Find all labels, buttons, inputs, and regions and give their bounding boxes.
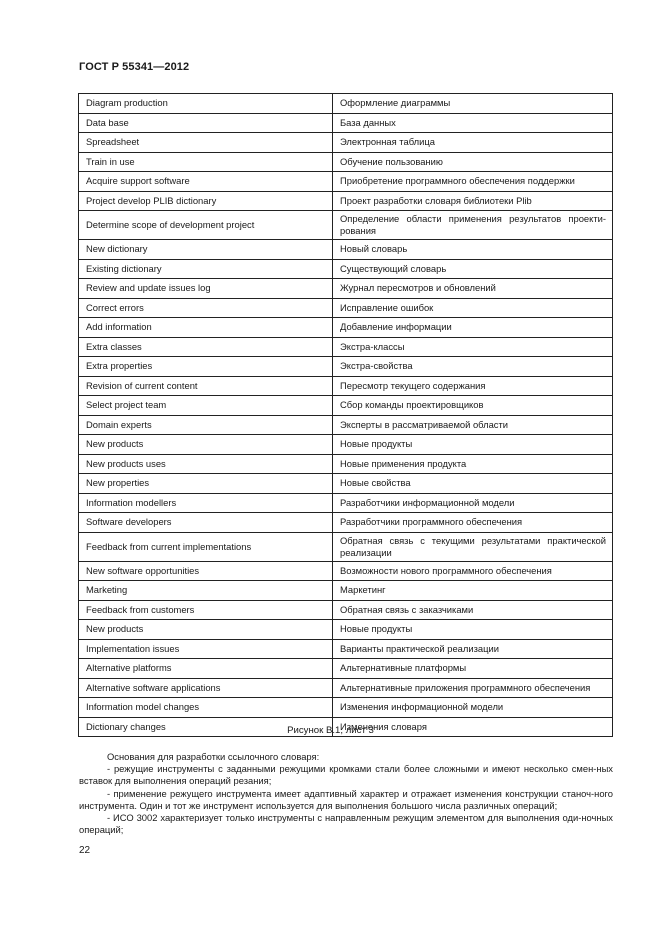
term-english: New properties	[79, 474, 333, 494]
table-row	[79, 279, 613, 299]
term-english: Implementation issues	[79, 639, 333, 659]
body-text	[79, 751, 613, 836]
table-row	[79, 561, 613, 581]
term-russian: Проект разработки словаря библиотеки Plib	[333, 191, 613, 211]
term-russian: Варианты практической реализации	[333, 639, 613, 659]
term-russian: Обратная связь с заказчиками	[333, 600, 613, 620]
term-english: Domain experts	[79, 415, 333, 435]
term-russian: Альтернативные платформы	[333, 659, 613, 679]
table-row	[79, 337, 613, 357]
term-english: New dictionary	[79, 240, 333, 260]
figure-caption: Рисунок В.1, лист 3	[287, 725, 374, 736]
term-russian: Новые применения продукта	[333, 454, 613, 474]
term-russian: Альтернативные приложения программного обеспечения	[333, 678, 613, 698]
term-russian: Существующий словарь	[333, 259, 613, 279]
term-russian: Оформление диаграммы	[333, 94, 613, 114]
term-russian: База данных	[333, 113, 613, 133]
term-english: Spreadsheet	[79, 133, 333, 153]
table-row	[79, 172, 613, 192]
term-russian: Маркетинг	[333, 581, 613, 601]
term-russian: Экстра-свойства	[333, 357, 613, 377]
paragraph: - ИСО 3002 характеризует только инструменты с направленным режущим элементом для выполнения оди-ночных операций;	[79, 812, 613, 836]
document-header: ГОСТ Р 55341—2012	[79, 61, 190, 73]
term-english: Train in use	[79, 152, 333, 172]
term-english: Project develop PLIB dictionary	[79, 191, 333, 211]
table-row	[79, 698, 613, 718]
terms-table-body	[79, 94, 613, 737]
term-english: New products	[79, 435, 333, 455]
term-russian: Исправление ошибок	[333, 298, 613, 318]
table-row	[79, 318, 613, 338]
term-russian: Разработчики информационной модели	[333, 493, 613, 513]
terms-table	[78, 93, 613, 737]
term-english: Review and update issues log	[79, 279, 333, 299]
table-row	[79, 376, 613, 396]
table-row	[79, 620, 613, 640]
table-row	[79, 357, 613, 377]
term-russian: Определение области применения результатов проекти-рования	[333, 211, 613, 240]
term-russian: Обратная связь с текущими результатами практической реализации	[333, 532, 613, 561]
table-row	[79, 133, 613, 153]
term-english: Select project team	[79, 396, 333, 416]
term-english: Correct errors	[79, 298, 333, 318]
term-russian: Изменения словаря	[333, 717, 613, 737]
term-russian: Экстра-классы	[333, 337, 613, 357]
term-english: Alternative platforms	[79, 659, 333, 679]
term-russian: Разработчики программного обеспечения	[333, 513, 613, 533]
paragraph: - применение режущего инструмента имеет адаптивный характер и отражает изменения конструкции станоч-ного инструмента. Один и тот же инструмент используется для выполнения большого числа различных операций;	[79, 787, 613, 811]
term-russian: Новый словарь	[333, 240, 613, 260]
term-russian: Возможности нового программного обеспечения	[333, 561, 613, 581]
table-row	[79, 600, 613, 620]
term-english: Revision of current content	[79, 376, 333, 396]
table-row	[79, 474, 613, 494]
table-row	[79, 259, 613, 279]
term-russian: Приобретение программного обеспечения поддержки	[333, 172, 613, 192]
page-number: 22	[79, 845, 91, 856]
term-english: Determine scope of development project	[79, 211, 333, 240]
term-english: New software opportunities	[79, 561, 333, 581]
term-russian: Эксперты в рассматриваемой области	[333, 415, 613, 435]
table-row	[79, 678, 613, 698]
table-row	[79, 298, 613, 318]
table-row	[79, 240, 613, 260]
paragraph: Основания для разработки ссылочного словаря:	[107, 751, 320, 762]
term-english: Extra properties	[79, 357, 333, 377]
term-english: Software developers	[79, 513, 333, 533]
term-english: Acquire support software	[79, 172, 333, 192]
term-russian: Добавление информации	[333, 318, 613, 338]
term-russian: Журнал пересмотров и обновлений	[333, 279, 613, 299]
term-english: Feedback from current implementations	[79, 532, 333, 561]
paragraph: - режущие инструменты с заданными режущими кромками стали более сложными и имеют несколько смен-ных вставок для выполнения операций резания;	[79, 763, 613, 787]
term-russian: Пересмотр текущего содержания	[333, 376, 613, 396]
term-english: Information modellers	[79, 493, 333, 513]
table-row	[79, 659, 613, 679]
table-row	[79, 435, 613, 455]
term-russian: Обучение пользованию	[333, 152, 613, 172]
term-english: Alternative software applications	[79, 678, 333, 698]
term-russian: Новые продукты	[333, 435, 613, 455]
table-row	[79, 493, 613, 513]
term-english: New products uses	[79, 454, 333, 474]
term-english: Extra classes	[79, 337, 333, 357]
term-english: New products	[79, 620, 333, 640]
term-english: Marketing	[79, 581, 333, 601]
table-row	[79, 191, 613, 211]
term-russian: Новые свойства	[333, 474, 613, 494]
term-english: Data base	[79, 113, 333, 133]
term-english: Feedback from customers	[79, 600, 333, 620]
term-russian: Новые продукты	[333, 620, 613, 640]
table-row	[79, 152, 613, 172]
term-russian: Изменения информационной модели	[333, 698, 613, 718]
table-row	[79, 454, 613, 474]
term-english: Dictionary changes	[79, 717, 333, 737]
table-row	[79, 639, 613, 659]
table-row	[79, 396, 613, 416]
term-russian: Электронная таблица	[333, 133, 613, 153]
table-row	[79, 211, 613, 240]
table-row	[79, 513, 613, 533]
term-russian: Сбор команды проектировщиков	[333, 396, 613, 416]
table-row	[79, 94, 613, 114]
table-row	[79, 532, 613, 561]
term-english: Diagram production	[79, 94, 333, 114]
term-english: Add information	[79, 318, 333, 338]
table-row	[79, 415, 613, 435]
table-row	[79, 113, 613, 133]
term-english: Existing dictionary	[79, 259, 333, 279]
term-english: Information model changes	[79, 698, 333, 718]
table-row	[79, 581, 613, 601]
